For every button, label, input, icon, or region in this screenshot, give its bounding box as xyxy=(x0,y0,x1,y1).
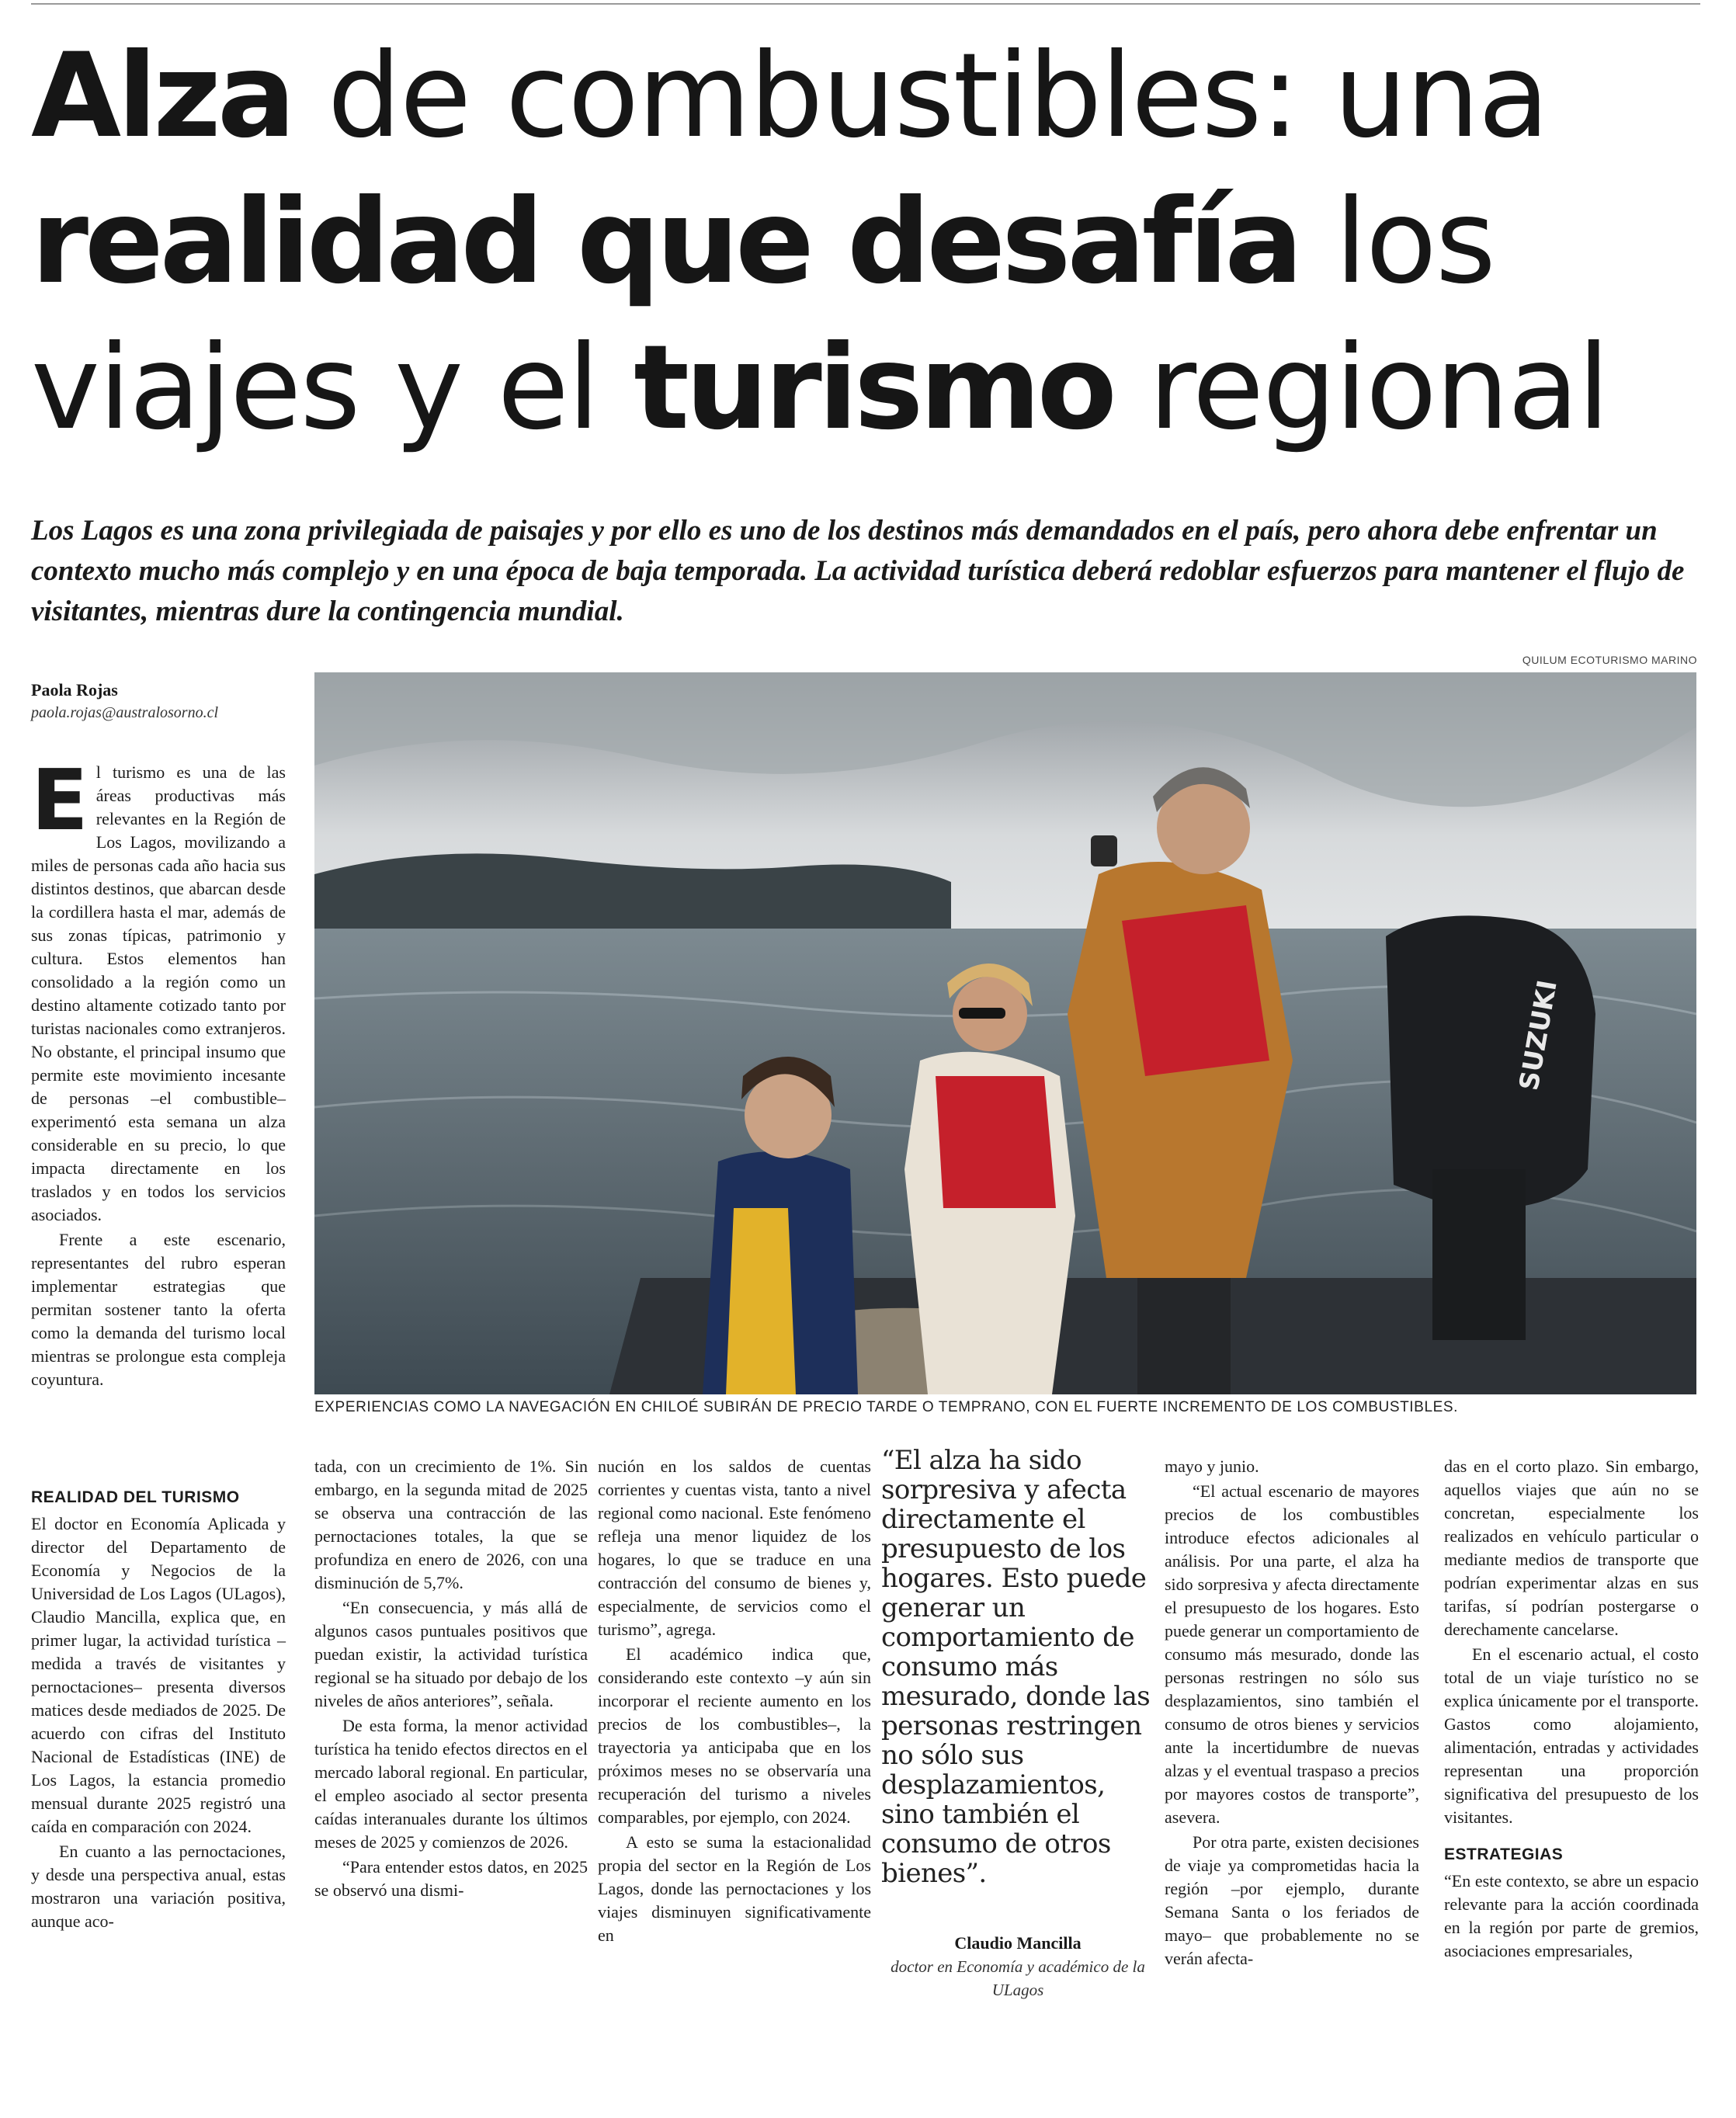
article-paragraph: tada, con un crecimiento de 1%. Sin embargo, en la segunda mitad de 2025 se observa una contracción de las pernoctaciones totales, la que se profundiza en enero de 2026, con una disminución de 5,7%. xyxy=(314,1457,588,1592)
pull-quote-role: doctor en Economía y académico de la ULagos xyxy=(891,1957,1145,1999)
article-column-1-top xyxy=(31,752,286,1393)
article-paragraph: En cuanto a las pernoctaciones, y desde una perspectiva anual, estas mostraron una variación positiva, aunque aco- xyxy=(31,1842,286,1931)
top-rule xyxy=(31,3,1700,5)
subheading-estrategias: ESTRATEGIAS xyxy=(1444,1845,1564,1863)
article-column-5 xyxy=(1165,1455,1419,1972)
motor-brand-label: SUZUKI xyxy=(1513,977,1564,1093)
article-paragraph: “Para entender estos datos, en 2025 se observó una dismi- xyxy=(314,1857,588,1900)
article-paragraph: mayo y junio. xyxy=(1165,1457,1259,1476)
article-photo xyxy=(314,672,1696,1394)
article-paragraph: El turismo es una de las áreas productivas más relevantes en la Región de Los Lagos, movilizando a miles de personas cada año hacia sus distintos destinos, que abarcan desde la cordillera hasta el mar, además de sus zonas típicas, patrimonio y cultura. Estos elementos han consolidado a la región como un destino altamente cotizado tanto por turistas nacionales como extranjeros. No obstante, el principal insumo que permite este movimiento incesante de personas –el combustible– experimentó esta semana un alza considerable en su precio, lo que impacta directamente en los traslados y en todos los servicios asociados. xyxy=(31,752,286,1224)
article-paragraph: “El actual escenario de mayores precios de los combustibles introduce efectos adicionales al análisis. Por una parte, el alza ha sido sorpresiva y afecta directamente el presupuesto de los hogares. Esto puede generar un comportamiento de consumo más mesurado, donde las personas restringen no sólo sus desplazamientos, sino también el consumo de otros bienes y servicios ante la incertidumbre de nuevas alzas y el eventual traspaso a precios por mayores costos de transporte”, asevera. xyxy=(1165,1481,1419,1827)
subheading-realidad: REALIDAD DEL TURISMO xyxy=(31,1488,240,1506)
byline xyxy=(31,679,218,724)
article-paragraph: De esta forma, la menor actividad turística ha tenido efectos directos en el mercado laboral regional. En particular, el empleo asociado al sector presenta caídas interanuales durante los últimos meses de 2025 y comienzos de 2026. xyxy=(314,1716,588,1852)
article-column-3 xyxy=(598,1455,871,1949)
article-paragraph: das en el corto plazo. Sin embargo, aquellos viajes que aún no se concretan, especialmente los realizados en vehículo particular o mediante medios de transporte que podrían experimentar alzas en sus tarifas, sí podrían postergarse o derechamente cancelarse. xyxy=(1444,1457,1699,1639)
byline-author: Paola Rojas xyxy=(31,680,118,700)
article-paragraph: Por otra parte, existen decisiones de viaje ya comprometidas hacia la región –por ejemplo, durante Semana Santa o los feriados de mayo– que probablemente no se verán afecta- xyxy=(1165,1832,1419,1968)
photo-caption: EXPERIENCIAS COMO LA NAVEGACIÓN EN CHILOÉ SUBIRÁN DE PRECIO TARDE O TEMPRANO, CON EL FUERTE INCREMENTO DE LOS COMBUSTIBLES. xyxy=(314,1399,1459,1415)
photo-credit: QUILUM ECOTURISMO MARINO xyxy=(1522,654,1697,666)
article-paragraph: El académico indica que, considerando este contexto –y aún sin incorporar el reciente aumento en los precios de los combustibles–, la trayectoria ya anticipaba que en los próximos meses no se observaría una recuperación del turismo a niveles comparables, por ejemplo, con 2024. xyxy=(598,1644,871,1827)
headline-line-1: Alza de combustibles: una xyxy=(31,29,1548,164)
article-paragraph: A esto se suma la estacionalidad propia del sector en la Región de Los Lagos, donde las pernoctaciones y los viajes disminuyen significativamente en xyxy=(598,1832,871,1945)
article-paragraph: Frente a este escenario, representantes del rubro esperan implementar estrategias que permitan sostener tanto la oferta como la demanda del turismo local mientras se prolongue esta compleja coyuntura. xyxy=(31,1230,286,1389)
drop-cap: E xyxy=(31,752,89,849)
headline xyxy=(31,23,1708,461)
boat-scene-illustration xyxy=(314,672,1696,1394)
article-paragraph: El doctor en Economía Aplicada y director del Departamento de Economía y Negocios de la Universidad de Los Lagos (ULagos), Claudio Mancilla, explica que, en primer lugar, la actividad turística –medida a través de visitantes y pernoctaciones– presenta diversos matices desde mediados de 2025. De acuerdo con cifras del Instituto Nacional de Estadísticas (INE) de Los Lagos, la estancia promedio mensual durante 2025 registró una caída en comparación con 2024. xyxy=(31,1514,286,1836)
article-column-6 xyxy=(1444,1455,1699,1964)
lead-paragraph: Los Lagos es una zona privilegiada de paisajes y por ello es uno de los destinos más demandados en el país, pero ahora debe enfrentar un contexto mucho más complejo y en una época de baja temporada. La actividad turística deberá redoblar esfuerzos para mantener el flujo de visitantes, mientras dure la contingencia mundial. xyxy=(31,515,1685,627)
byline-email[interactable]: paola.rojas@australosorno.cl xyxy=(31,704,219,721)
headline-line-3: viajes y el turismo regional xyxy=(31,321,1609,456)
article-column-2 xyxy=(314,1455,588,1904)
pull-quote-text: “El alza ha sido sorpresiva y afecta directamente el presupuesto de los hogares. Esto puede generar un comportamiento de consumo más mesurado, donde las personas restringen no sólo sus desplazamientos, sino también el consumo de otros bienes”. xyxy=(881,1445,1151,1889)
pull-quote-name: Claudio Mancilla xyxy=(954,1933,1082,1953)
article-column-1-bottom xyxy=(31,1472,286,1935)
article-paragraph: “En este contexto, se abre un espacio relevante para la acción coordinada en la región por parte de gremios, asociaciones empresariales, xyxy=(1444,1871,1699,1960)
article-paragraph: “En consecuencia, y más allá de algunos casos puntuales positivos que puedan existir, la actividad turística regional se ha situado por debajo de los niveles de años anteriores”, señala. xyxy=(314,1598,588,1710)
article-paragraph: nución en los saldos de cuentas corrientes y cuentas vista, tanto a nivel regional como nacional. Este fenómeno refleja una menor liquidez de los hogares, lo que se traduce en una contracción del consumo de bienes y, especialmente, de servicios como el turismo”, agrega. xyxy=(598,1457,871,1639)
article-paragraph: En el escenario actual, el costo total de un viaje turístico no se explica únicamente por el transporte. Gastos como alojamiento, alimentación, entradas y actividades representan una proporción significativa del presupuesto de los visitantes. xyxy=(1444,1644,1699,1827)
headline-line-2: realidad que desafía los xyxy=(31,175,1495,310)
pull-quote xyxy=(881,1446,1154,2002)
